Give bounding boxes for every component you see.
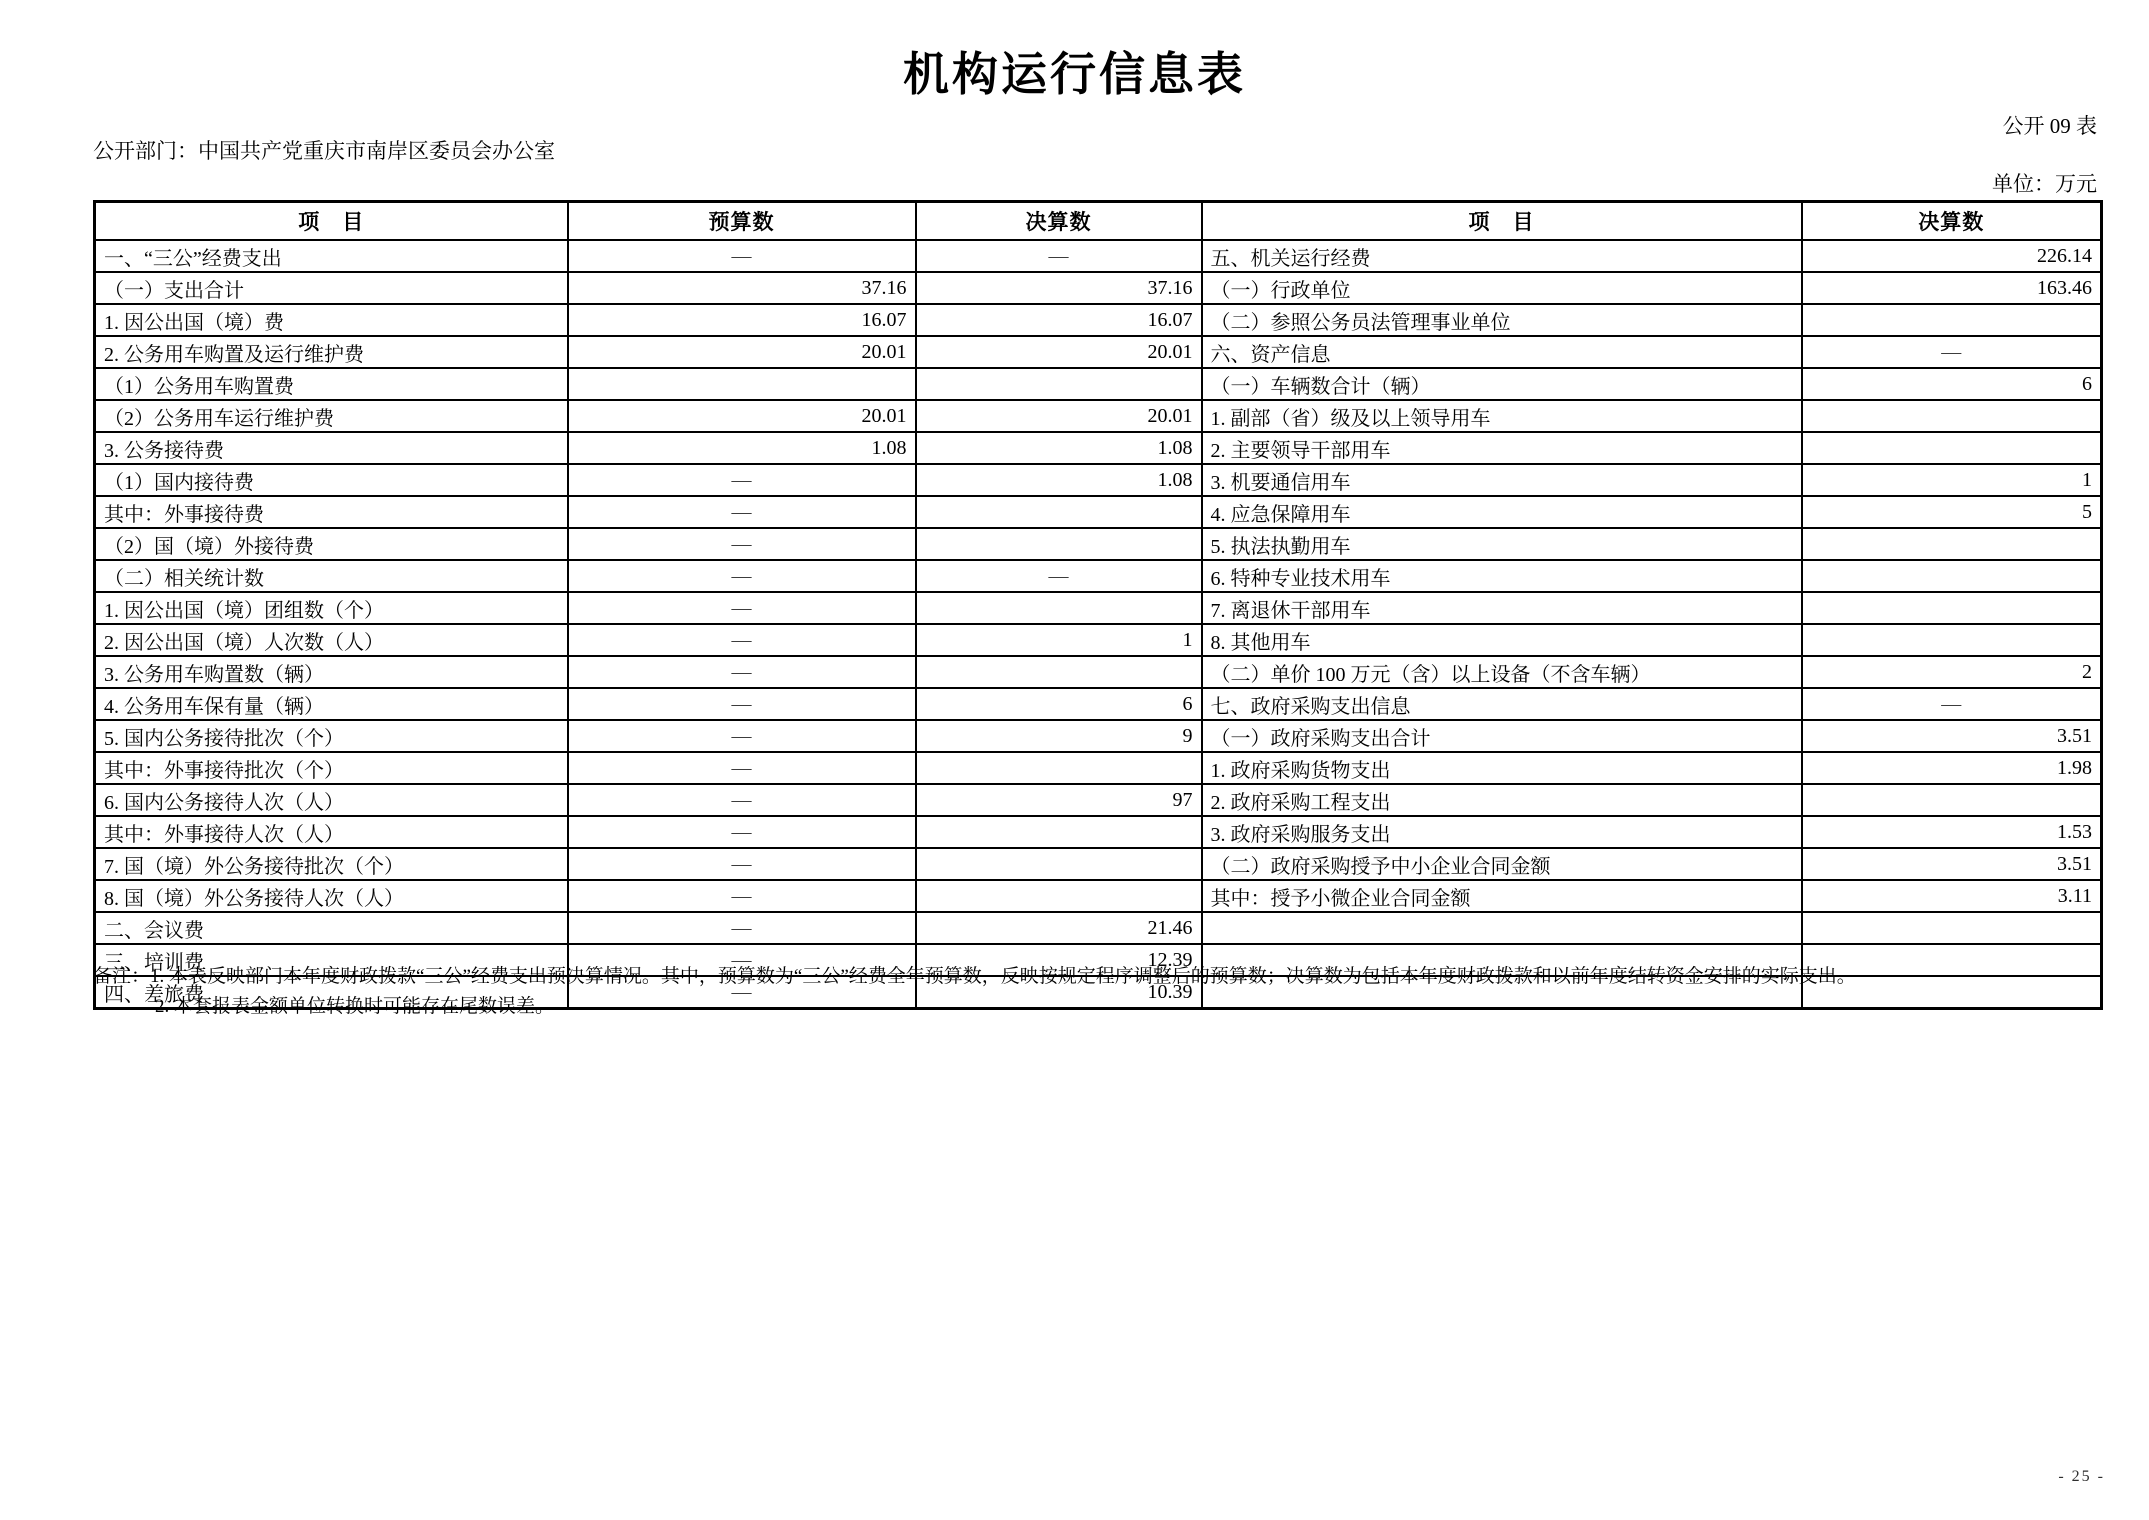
item-cell-left: 一、“三公”经费支出 xyxy=(95,240,568,272)
budget-cell: — xyxy=(568,784,916,816)
budget-cell: — xyxy=(568,912,916,944)
item-cell-right: （二）单价 100 万元（含）以上设备（不含车辆） xyxy=(1202,656,1802,688)
department-label: 公开部门： xyxy=(93,139,198,163)
final-cell-left xyxy=(916,880,1202,912)
table-row xyxy=(95,432,2102,464)
final-cell-right: 5 xyxy=(1802,496,2102,528)
item-cell-left: 1. 因公出国（境）费 xyxy=(95,304,568,336)
table-row xyxy=(95,272,2102,304)
item-cell-left: 三、培训费 xyxy=(95,944,568,976)
final-cell-right xyxy=(1802,560,2102,592)
budget-cell: — xyxy=(568,464,916,496)
item-cell-left: 其中：外事接待人次（人） xyxy=(95,816,568,848)
item-cell-left: 4. 公务用车保有量（辆） xyxy=(95,688,568,720)
budget-cell: — xyxy=(568,720,916,752)
budget-cell: — xyxy=(568,496,916,528)
budget-cell: — xyxy=(568,688,916,720)
item-cell-left: （1）国内接待费 xyxy=(95,464,568,496)
budget-cell: — xyxy=(568,752,916,784)
budget-cell: — xyxy=(568,944,916,976)
notes-label: 备注： xyxy=(93,966,151,987)
table-row xyxy=(95,304,2102,336)
final-cell-left: 20.01 xyxy=(916,400,1202,432)
final-cell-left: 37.16 xyxy=(916,272,1202,304)
final-cell-left xyxy=(916,848,1202,880)
item-cell-right: 六、资产信息 xyxy=(1202,336,1802,368)
final-cell-left xyxy=(916,656,1202,688)
table-row xyxy=(95,624,2102,656)
final-cell-right: 3.51 xyxy=(1802,720,2102,752)
note-1-text: 1. 本表反映部门本年度财政拨款“三公”经费支出预决算情况。其中，预算数为“三公”经费全年预算数，反映按规定程序调整后的预算数；决算数为包括本年度财政拨款和以前年度结转资金安排的实际支出。 xyxy=(150,966,1856,987)
budget-cell: 20.01 xyxy=(568,336,916,368)
budget-cell: — xyxy=(568,816,916,848)
final-cell-left: 16.07 xyxy=(916,304,1202,336)
final-cell-right: 1.53 xyxy=(1802,816,2102,848)
department-value: 中国共产党重庆市南岸区委员会办公室 xyxy=(198,139,555,163)
table-row xyxy=(95,752,2102,784)
item-cell-left: 7. 国（境）外公务接待批次（个） xyxy=(95,848,568,880)
final-cell-left xyxy=(916,368,1202,400)
table-row xyxy=(95,720,2102,752)
final-cell-left xyxy=(916,592,1202,624)
final-cell-left xyxy=(916,816,1202,848)
table-row xyxy=(95,240,2102,272)
note-line-2: 2. 本套报表金额单位转换时可能存在尾数误差。 xyxy=(155,996,555,1017)
final-cell-right xyxy=(1802,624,2102,656)
table-row xyxy=(95,592,2102,624)
item-cell-left: 3. 公务接待费 xyxy=(95,432,568,464)
item-cell-left: 1. 因公出国（境）团组数（个） xyxy=(95,592,568,624)
item-cell-right: 7. 离退休干部用车 xyxy=(1202,592,1802,624)
final-cell-right xyxy=(1802,304,2102,336)
final-cell-left: 1.08 xyxy=(916,464,1202,496)
final-cell-right: — xyxy=(1802,688,2102,720)
table-row xyxy=(95,528,2102,560)
item-cell-right: 3. 政府采购服务支出 xyxy=(1202,816,1802,848)
budget-cell: — xyxy=(568,240,916,272)
item-cell-left: 5. 国内公务接待批次（个） xyxy=(95,720,568,752)
final-cell-right: 3.51 xyxy=(1802,848,2102,880)
final-cell-right xyxy=(1802,528,2102,560)
item-cell-left: （2）公务用车运行维护费 xyxy=(95,400,568,432)
budget-cell xyxy=(568,368,916,400)
item-cell-right: 1. 政府采购货物支出 xyxy=(1202,752,1802,784)
note-line-1 xyxy=(93,962,2088,992)
final-cell-left: 9 xyxy=(916,720,1202,752)
final-cell-right xyxy=(1802,592,2102,624)
item-cell-right: 3. 机要通信用车 xyxy=(1202,464,1802,496)
item-cell-right: 2. 政府采购工程支出 xyxy=(1202,784,1802,816)
budget-cell: 1.08 xyxy=(568,432,916,464)
item-cell-left: 四、差旅费 xyxy=(95,976,568,1009)
table-row xyxy=(95,656,2102,688)
final-cell-right: 3.11 xyxy=(1802,880,2102,912)
table-row xyxy=(95,400,2102,432)
table-header-row xyxy=(95,202,2102,241)
item-cell-right: 五、机关运行经费 xyxy=(1202,240,1802,272)
budget-cell: — xyxy=(568,560,916,592)
table-row xyxy=(95,496,2102,528)
final-cell-right xyxy=(1802,432,2102,464)
table-row xyxy=(95,816,2102,848)
budget-cell: — xyxy=(568,976,916,1009)
item-cell-right: 七、政府采购支出信息 xyxy=(1202,688,1802,720)
final-cell-left: 10.39 xyxy=(916,976,1202,1009)
final-cell-right xyxy=(1802,400,2102,432)
table-row xyxy=(95,848,2102,880)
budget-cell: 20.01 xyxy=(568,400,916,432)
table-row xyxy=(95,336,2102,368)
budget-cell: — xyxy=(568,880,916,912)
item-cell-left: （2）国（境）外接待费 xyxy=(95,528,568,560)
item-cell-left: （1）公务用车购置费 xyxy=(95,368,568,400)
table-row xyxy=(95,912,2102,944)
department-line xyxy=(93,136,571,166)
item-cell-left: （一）支出合计 xyxy=(95,272,568,304)
final-cell-right: 163.46 xyxy=(1802,272,2102,304)
page-title: 机构运行信息表 xyxy=(903,48,1246,100)
header-final-left: 决算数 xyxy=(916,202,1202,241)
budget-cell: — xyxy=(568,528,916,560)
final-cell-left: 6 xyxy=(916,688,1202,720)
final-cell-right xyxy=(1802,912,2102,944)
final-cell-right: 1.98 xyxy=(1802,752,2102,784)
final-cell-left: 1 xyxy=(916,624,1202,656)
sheet-number-label: 公开 09 表 xyxy=(2002,114,2097,138)
final-cell-right: — xyxy=(1802,336,2102,368)
item-cell-right: （一）政府采购支出合计 xyxy=(1202,720,1802,752)
final-cell-left: 1.08 xyxy=(916,432,1202,464)
final-cell-left xyxy=(916,752,1202,784)
budget-cell: 16.07 xyxy=(568,304,916,336)
final-cell-left xyxy=(916,528,1202,560)
table-row xyxy=(95,784,2102,816)
item-cell-right: 6. 特种专业技术用车 xyxy=(1202,560,1802,592)
table-row xyxy=(95,368,2102,400)
final-cell-right: 226.14 xyxy=(1802,240,2102,272)
table-row xyxy=(95,464,2102,496)
notes xyxy=(93,962,2088,1022)
final-cell-right: 1 xyxy=(1802,464,2102,496)
item-cell-right: 5. 执法执勤用车 xyxy=(1202,528,1802,560)
budget-cell: 37.16 xyxy=(568,272,916,304)
table-row xyxy=(95,688,2102,720)
item-cell-right: （二）政府采购授予中小企业合同金额 xyxy=(1202,848,1802,880)
item-cell-left: 其中：外事接待费 xyxy=(95,496,568,528)
item-cell-right: 2. 主要领导干部用车 xyxy=(1202,432,1802,464)
item-cell-right: （一）车辆数合计（辆） xyxy=(1202,368,1802,400)
item-cell-left: 二、会议费 xyxy=(95,912,568,944)
item-cell-left: 其中：外事接待批次（个） xyxy=(95,752,568,784)
header-item-right: 项 目 xyxy=(1202,202,1802,241)
budget-cell: — xyxy=(568,656,916,688)
table-body xyxy=(95,240,2102,1009)
item-cell-left: 3. 公务用车购置数（辆） xyxy=(95,656,568,688)
item-cell-left: 2. 公务用车购置及运行维护费 xyxy=(95,336,568,368)
item-cell-left: 2. 因公出国（境）人次数（人） xyxy=(95,624,568,656)
final-cell-left: — xyxy=(916,560,1202,592)
item-cell-right: 8. 其他用车 xyxy=(1202,624,1802,656)
item-cell-right: 4. 应急保障用车 xyxy=(1202,496,1802,528)
item-cell-right xyxy=(1202,912,1802,944)
budget-cell: — xyxy=(568,592,916,624)
finance-table xyxy=(93,200,2103,1010)
final-cell-left: 20.01 xyxy=(916,336,1202,368)
final-cell-right: 2 xyxy=(1802,656,2102,688)
final-cell-right xyxy=(1802,784,2102,816)
item-cell-left: （二）相关统计数 xyxy=(95,560,568,592)
final-cell-left: 97 xyxy=(916,784,1202,816)
item-cell-right: 1. 副部（省）级及以上领导用车 xyxy=(1202,400,1802,432)
final-cell-left: 12.39 xyxy=(916,944,1202,976)
item-cell-right: （一）行政单位 xyxy=(1202,272,1802,304)
table-row xyxy=(95,880,2102,912)
item-cell-left: 6. 国内公务接待人次（人） xyxy=(95,784,568,816)
header-item-left: 项 目 xyxy=(95,202,568,241)
table-row xyxy=(95,560,2102,592)
budget-cell: — xyxy=(568,848,916,880)
header-budget: 预算数 xyxy=(568,202,916,241)
budget-cell: — xyxy=(568,624,916,656)
page-number: - 25 - xyxy=(2058,1468,2105,1485)
final-cell-right: 6 xyxy=(1802,368,2102,400)
unit-label: 单位：万元 xyxy=(1992,172,2097,196)
item-cell-left: 8. 国（境）外公务接待人次（人） xyxy=(95,880,568,912)
item-cell-right: （二）参照公务员法管理事业单位 xyxy=(1202,304,1802,336)
final-cell-left: — xyxy=(916,240,1202,272)
item-cell-right: 其中：授予小微企业合同金额 xyxy=(1202,880,1802,912)
header-final-right: 决算数 xyxy=(1802,202,2102,241)
final-cell-left xyxy=(916,496,1202,528)
final-cell-left: 21.46 xyxy=(916,912,1202,944)
